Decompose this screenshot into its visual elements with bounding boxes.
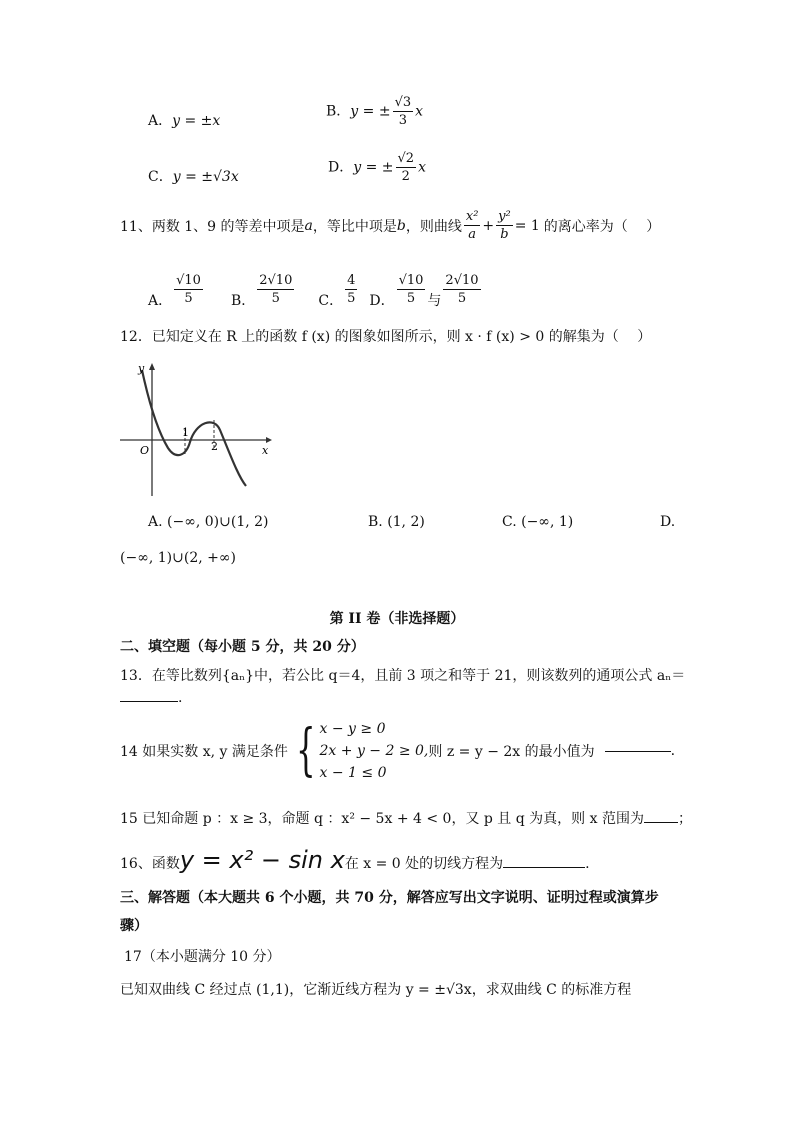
q10-option-a: A．y = ±x [148,113,221,129]
q17-stem: 已知双曲线 C 经过点 (1,1)，它渐近线方程为 y = ±√3x，求双曲线 C 的标准方程 [120,982,632,998]
q13-answer-line: . [120,690,182,706]
q11-c-fraction: $\frac{4}{5}$ [347,272,356,306]
q16-blank[interactable] [503,867,585,868]
part-ii-title: 第 II 卷（非选择题） [329,611,465,627]
graph-label-y: y [138,362,145,375]
section-fill-in-heading: 二、填空题（每小题 5 分，共 20 分） [120,639,365,655]
q11-option-a: A． $\frac{√10}{5}$ [148,272,201,309]
q15-blank[interactable] [644,822,678,823]
graph-label-origin: O [140,444,150,457]
q13-blank[interactable] [120,701,178,702]
q12-option-c: C. (−∞, 1) [502,514,574,530]
q12-option-d-expr: (−∞, 1)∪(2, +∞) [120,550,236,566]
function-curve [142,370,246,486]
q11-option-c: C． $\frac{4}{5}$ [318,272,356,309]
q12-function-graph [116,358,276,500]
x-axis-arrow-icon [266,437,272,443]
q17-heading: 17（本小题满分 10 分） [124,949,281,965]
q14-constraint-system: { x − y ≥ 0 2x + y − 2 ≥ 0, x − 1 ≤ 0 [295,718,429,783]
q10-option-d: D．y = ± $\frac{√2}{2}$ x [328,151,426,184]
graph-label-1: 1 [182,426,189,439]
q11-b-fraction: $\frac{2√10}{5}$ [259,272,293,306]
q12-option-b: B. (1, 2) [368,514,425,530]
q16-function: y = x² − sin x [179,846,345,874]
q11-stem: 11、两数 1、9 的等差中项是 a ，等比中项是 b ，则曲线 $\frac{\text{x²}}{a}$ + $\frac{\text{y²}}{b}$ = 1 的离心率为（ ） [120,209,661,242]
q12-option-a: A. (−∞, 0)∪(1, 2) [148,514,269,530]
y-axis-arrow-icon [149,363,155,370]
q16-stem: 16、函数 y = x² − sin x 在 x = 0 处的切线方程为 . [120,846,590,874]
left-brace-icon: { [295,718,316,783]
graph-label-x: x [262,444,269,457]
q14-blank[interactable] [605,751,671,752]
q11-curve-frac-1: $\frac{\text{x²}}{a}$ [465,209,479,242]
section-solve-heading-line1: 三、解答题（本大题共 6 个小题，共 70 分，解答应写出文字说明、证明过程或演算步 [120,890,659,906]
q10-option-c: C．y = ±√3x [148,169,239,185]
q11-d-fraction-1: $\frac{√10}{5}$ [398,272,424,306]
q11-option-b: B． $\frac{2√10}{5}$ [230,272,293,309]
q15-stem: 15 已知命题 p ：x ≥ 3，命题 q ：x² − 5x + 4 < 0，又 p 且 q 为真，则 x 范围为 ； [120,811,692,827]
q10-d-fraction: $\frac{√2}{2}$ [397,151,415,184]
q12-stem: 12．已知定义在 R 上的函数 f (x) 的图象如图所示，则 x · f (x) > 0 的解集为（ ） [120,329,652,345]
q11-option-d: D． $\frac{√10}{5}$ 与 $\frac{2√10}{5}$ [369,272,479,309]
q11-curve-frac-2: $\frac{\text{y²}}{b}$ [498,209,511,242]
q12-option-d-label: D. [660,514,676,530]
q14-stem: 14 如果实数 x, y 满足条件 { x − y ≥ 0 2x + y − 2 ≥ 0, x − 1 ≤ 0 则 z = y − 2x 的最小值为 . [120,718,676,783]
q11-d-fraction-2: $\frac{2√10}{5}$ [445,272,479,306]
q11-options [148,268,483,310]
q11-a-fraction: $\frac{√10}{5}$ [176,272,201,306]
q10-b-fraction: $\frac{√3}{3}$ [394,95,412,128]
q10-option-b: B．y = ± $\frac{√3}{3}$ x [326,95,424,128]
graph-label-2: 2 [211,440,218,453]
section-solve-heading-line2: 骤） [120,918,148,934]
q13-stem: 13．在等比数列{aₙ}中，若公比 q＝4，且前 3 项之和等于 21，则该数列的通项公式 aₙ＝ [120,668,686,684]
